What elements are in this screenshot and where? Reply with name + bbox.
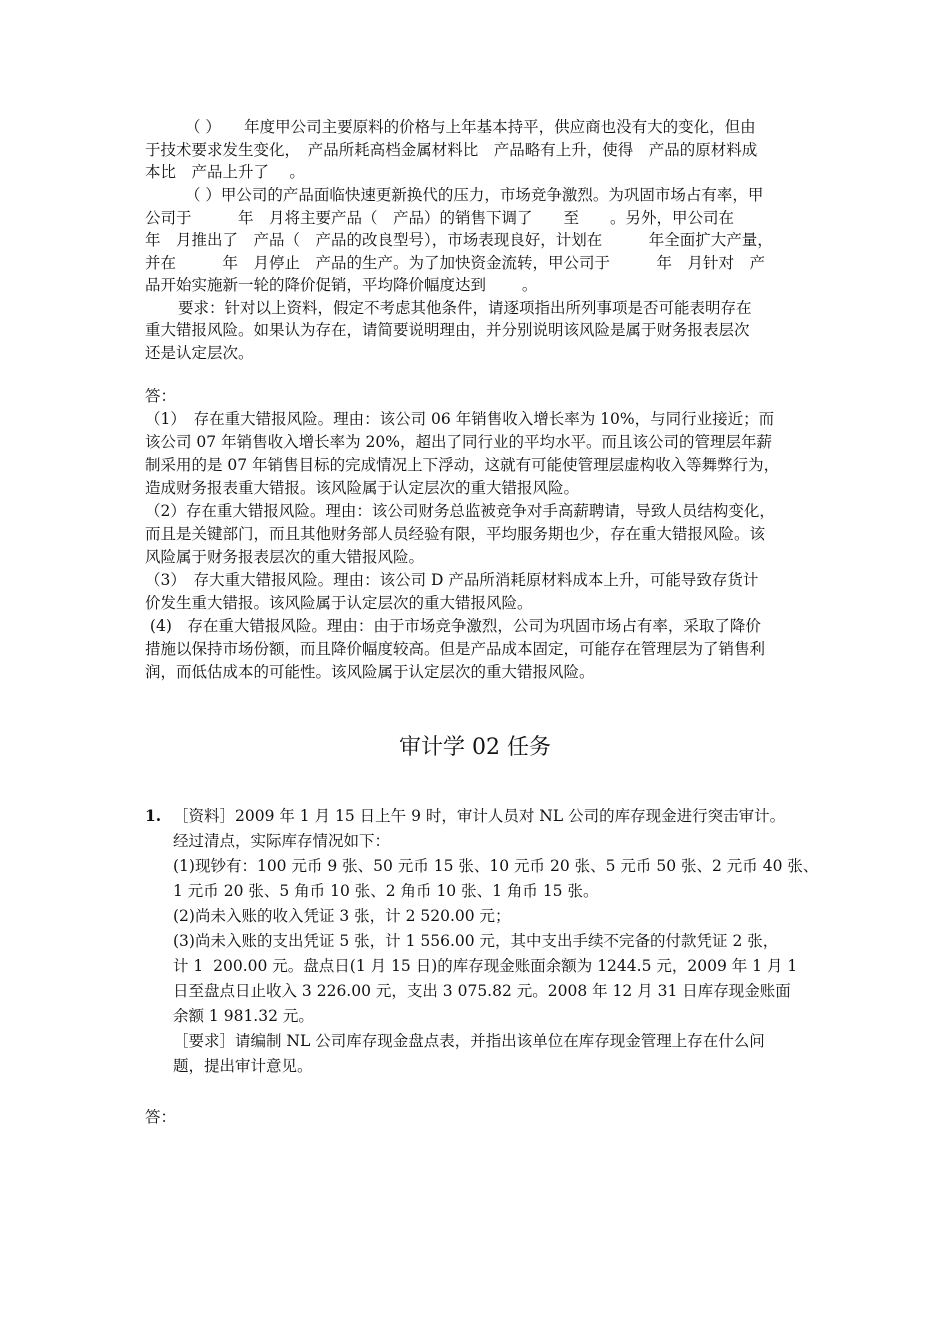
answer-line: （3） 存大重大错报风险。理由：该公司 D 产品所消耗原材料成本上升，可能导致存货计: [145, 571, 759, 589]
item-3-line-2: 于技术要求发生变化， 产品所耗高档金属材料比 产品略有上升，使得 产品的原材料成: [145, 141, 758, 159]
answer-line: 而且是关键部门，而且其他财务部人员经验有限，平均服务期也少，存在重大错报风险。该: [145, 525, 766, 543]
question-line: (1)现钞有：100 元币 9 张、50 元币 15 张、10 元币 20 张、5 元币 50 张、2 元币 40 张、: [173, 857, 819, 875]
answer-line: 风险属于财务报表层次的重大错报风险。: [145, 548, 425, 566]
answer-line: 措施以保持市场份额，而且降价幅度较高。但是产品成本固定，可能存在管理层为了销售利: [145, 640, 766, 658]
answer-line: （1） 存在重大错报风险。理由：该公司 06 年销售收入增长率为 10%，与同行业接近；而: [145, 410, 775, 428]
answer-line: 润，而低估成本的可能性。该风险属于认定层次的重大错报风险。: [145, 663, 595, 681]
question-line: 题，提出审计意见。: [173, 1057, 313, 1075]
answer-line: 该公司 07 年销售收入增长率为 20%，超出了同行业的平均水平。而且该公司的管理层年薪: [145, 433, 772, 451]
item-4-line-4: 并在 年 月停止 产品的生产。为了加快资金流转，甲公司于 年 月针对 产: [145, 254, 766, 272]
item-4-line-2: 公司于 年 月将主要产品（ 产品）的销售下调了 至 。另外，甲公司在: [145, 209, 735, 227]
question-number: 1.: [145, 806, 162, 825]
answer-label: 答：: [145, 387, 177, 405]
question-line: (2)尚未入账的收入凭证 3 张，计 2 520.00 元；: [173, 907, 511, 925]
answer-line: 制采用的是 07 年销售目标的完成情况上下浮动，这就有可能使管理层虚构收入等舞弊行为，: [145, 456, 780, 474]
requirement-line-1: 要求：针对以上资料，假定不考虑其他条件，请逐项指出所列事项是否可能表明存在: [178, 299, 752, 317]
answer-line: (4) 存在重大错报风险。理由：由于市场竞争激烈，公司为巩固市场占有率，采取了降价: [145, 617, 761, 635]
question-line: 日至盘点日止收入 3 226.00 元，支出 3 075.82 元。2008 年 12 月 31 日库存现金账面: [173, 982, 791, 1000]
section-title: 审计学 02 任务: [399, 735, 551, 760]
question-line: ［资料］2009 年 1 月 15 日上午 9 时，审计人员对 NL 公司的库存现金进行突击审计。: [173, 807, 786, 825]
item-4-line-1: （ ）甲公司的产品面临快速更新换代的压力，市场竞争激烈。为巩固市场占有率，甲: [185, 186, 764, 204]
requirement-line-2: 重大错报风险。如果认为存在，请简要说明理由，并分别说明该风险是属于财务报表层次: [145, 321, 750, 339]
answer-line: 造成财务报表重大错报。该风险属于认定层次的重大错报风险。: [145, 479, 580, 497]
question-line: 经过清点，实际库存情况如下：: [173, 832, 391, 850]
item-3-line-3: 本比 产品上升了 。: [145, 163, 305, 181]
question-line: 1 元币 20 张、5 角币 10 张、2 角币 10 张、1 角币 15 张。: [173, 882, 599, 900]
question-line: 计 1 200.00 元。盘点日(1 月 15 日)的库存现金账面余额为 1244.5 元，2009 年 1 月 1: [173, 957, 798, 975]
item-3-line-1: （ ） 年度甲公司主要原料的价格与上年基本持平，供应商也没有大的变化，但由: [185, 118, 756, 136]
question-line: (3)尚未入账的支出凭证 5 张，计 1 556.00 元，其中支出手续不完备的付款凭证 2 张，: [173, 932, 779, 950]
requirement-line-3: 还是认定层次。: [145, 344, 254, 362]
item-4-line-5: 品开始实施新一轮的降价促销，平均降价幅度达到 。: [145, 276, 538, 294]
item-4-line-3: 年 月推出了 产品（ 产品的改良型号），市场表现良好，计划在 年全面扩大产量，: [145, 231, 773, 249]
answer-line: 价发生重大错报。该风险属于认定层次的重大错报风险。: [145, 594, 533, 612]
answer-line: （2）存在重大错报风险。理由：该公司财务总监被竞争对手高薪聘请，导致人员结构变化，: [145, 502, 775, 520]
question-line: 余额 1 981.32 元。: [173, 1007, 314, 1025]
final-answer-label: 答：: [145, 1108, 177, 1126]
question-line: ［要求］请编制 NL 公司库存现金盘点表，并指出该单位在库存现金管理上存在什么问: [173, 1032, 765, 1050]
